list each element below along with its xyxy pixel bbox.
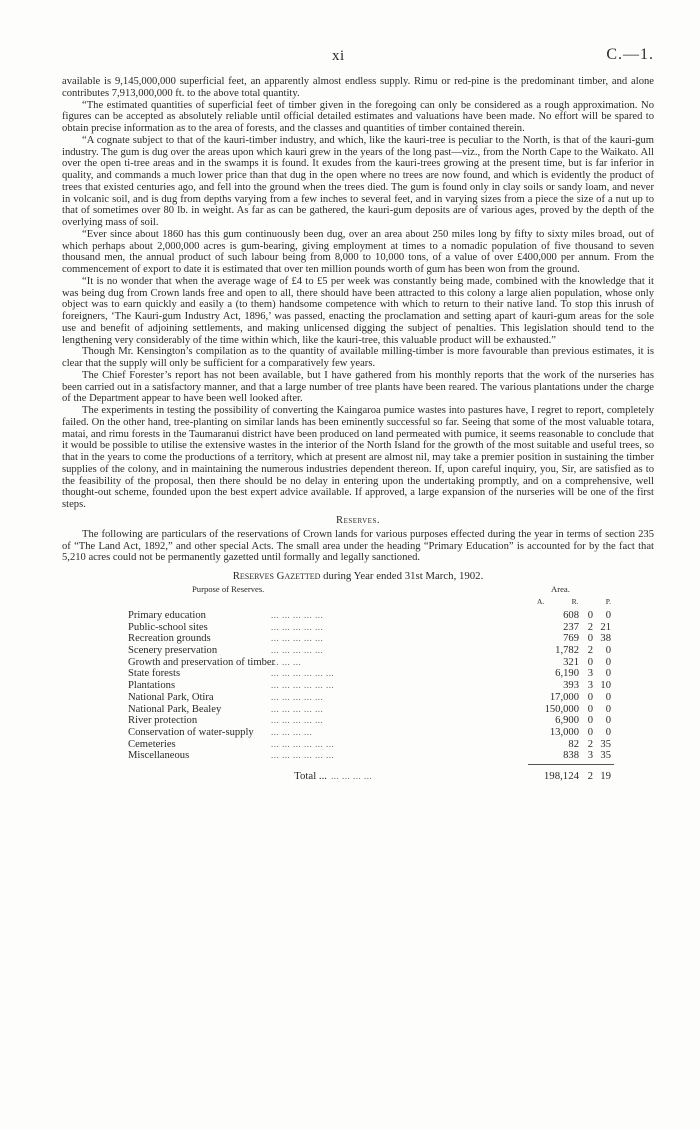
area-roods: 0 [587, 691, 593, 703]
total-rule [528, 764, 614, 765]
purpose-column-header: Purpose of Reserves. [192, 584, 265, 594]
total-label: Total ... [294, 769, 327, 782]
dot-leaders: ... ... ... ... ... [271, 610, 324, 620]
dot-leaders: ... ... ... ... ... ... [271, 738, 335, 749]
reserve-purpose: Conservation of water-supply [128, 726, 254, 738]
reserve-purpose: Public-school sites [128, 621, 208, 633]
area-perches: 0 [605, 726, 611, 738]
table-row [128, 692, 654, 704]
table-row [128, 715, 654, 727]
table-row [128, 610, 654, 622]
area-acres: 321 [563, 656, 579, 668]
area-acres: 17,000 [549, 691, 579, 703]
total-leaders: ... ... ... ... [331, 770, 373, 781]
area-roods: 2 [587, 738, 593, 750]
paragraph-chief-forester: The Chief Forester’s report has not been available, but I have gathered from his monthly reports that the work of the nurseries has been carried out in a satisfactory manner, and that a large number of tree plants have been reared. The various plantations under the charge of the Department appear to have been well looked after. [62, 369, 654, 405]
table-row [128, 704, 654, 716]
table-title-caps: Reserves Gazetted [232, 570, 321, 582]
table-row [128, 668, 654, 680]
reserve-purpose: River protection [128, 715, 198, 727]
area-roods: 3 [587, 680, 593, 692]
area-perches: 21 [600, 621, 611, 633]
dot-leaders: ... ... ... ... ... ... [271, 668, 335, 679]
area-roods: 0 [587, 726, 593, 738]
area-roods: 2 [587, 621, 593, 633]
area-roods: 0 [587, 610, 593, 621]
area-column-header: Area. [551, 584, 570, 594]
total-perches: 19 [600, 769, 611, 782]
paragraph-timber-supply: available is 9,145,000,000 superficial feet, an apparently almost endless supply. Rimu or red-pine is the predominant timber, and alone contributes 7,913,000,000 ft. to the above total quantity. [62, 76, 654, 99]
paragraph-gum-act: “It is no wonder that when the average wage of £4 to £5 per week was constantly being made, combined with the knowledge that it was being dug from Crown lands free and open to all, there should have been attracted to this colony a large alien population, whose only object was to earn quickly and easily a (to them) handsome competence with which to return to their native land. To stop this inrush of foreigners, ‘The Kauri-gum Industry Act, 1896,’ was passed, enacting the proclamation and setting apart of kauri-gum areas for the sole use and benefit of adjoining settlements, and making unlicensed digging the subject of penalties. This legislation should tend to the lengthening very considerably of the time within which, like the kauri-tree, this valuable product will be exhausted.” [62, 275, 654, 346]
dot-leaders: ... ... ... ... ... [271, 645, 324, 656]
area-acres: 237 [563, 621, 579, 633]
reserve-purpose: Cemeteries [128, 738, 176, 750]
dot-leaders: ... ... ... ... ... ... [271, 750, 335, 761]
dot-leaders: ... ... ... [271, 656, 302, 667]
area-perches: 38 [600, 633, 611, 645]
table-title-rest: during Year ended 31st March, 1902. [320, 570, 484, 582]
dot-leaders: ... ... ... ... ... [271, 715, 324, 726]
table-row [128, 680, 654, 692]
table-row [128, 657, 654, 669]
area-roods: 3 [587, 750, 593, 762]
reserve-purpose: Plantations [128, 680, 176, 692]
paragraph-reserves: The following are particulars of the reservations of Crown lands for various purposes effected during the year in terms of section 235 of “The Land Act, 1892,” and other special Acts. The small area under the heading “Primary Education” is accounted for by the fact that 5,210 acres could not be permanently gazetted until formally and legally sanctioned. [62, 528, 654, 564]
area-roods: 3 [587, 668, 593, 680]
area-perches: 35 [600, 750, 611, 762]
area-acres: 150,000 [544, 703, 579, 715]
document-page [62, 48, 654, 784]
area-roods: 2 [587, 645, 593, 657]
area-perches: 0 [605, 668, 611, 680]
area-acres: 1,782 [555, 645, 579, 657]
area-roods: 0 [587, 656, 593, 668]
total-row [128, 767, 654, 784]
dot-leaders: ... ... ... ... ... [271, 633, 324, 644]
roods-unit-header: R. [571, 597, 579, 606]
table-row [128, 633, 654, 645]
table-row [128, 727, 654, 739]
area-roods: 0 [587, 715, 593, 727]
reserves-table-body [128, 610, 654, 762]
paragraph-gum-digging: “Ever since about 1860 has this gum continuously been dug, over an area about 250 miles long by fifty to sixty miles broad, out of which perhaps about 2,000,000 acres is gum-bearing, giving employment at times to a nomadic population of five thousand to seven thousand men, the annual product of such labour being from 8,000 to 10,000 tons, of a value of over £400,000 per annum. From the commencement of export to date it is estimated that over ten million pounds worth of gum has been won from the ground. [62, 228, 654, 275]
total-roods: 2 [587, 769, 593, 782]
area-acres: 769 [563, 633, 579, 645]
reserve-purpose: Miscellaneous [128, 750, 190, 762]
paragraph-milling-timber: Though Mr. Kensington’s compilation as to the quantity of available milling-timber is more favourable than previous estimates, it is clear that the supply will only be sufficient for a comparatively few years. [62, 346, 654, 369]
area-perches: 0 [605, 691, 611, 703]
dot-leaders: ... ... ... ... ... [271, 621, 324, 632]
area-perches: 0 [605, 610, 611, 621]
dot-leaders: ... ... ... ... ... [271, 691, 324, 702]
reserve-purpose: Recreation grounds [128, 633, 211, 645]
area-roods: 0 [587, 703, 593, 715]
total-acres: 198,124 [543, 769, 579, 782]
area-acres: 13,000 [549, 726, 579, 738]
paragraph-estimates: “The estimated quantities of superficial feet of timber given in the foregoing can only be considered as a rough approximation. No figures can be accepted as absolutely reliable until official detailed estimates and valuations have been made. No effort will be spared to obtain precise information as to the area of forests, and the classes and quantities of timber contained therein. [62, 99, 654, 134]
area-roods: 0 [587, 633, 593, 645]
area-perches: 10 [600, 680, 611, 692]
unit-headers [537, 597, 611, 606]
reserves-heading: Reserves. [336, 514, 380, 526]
area-acres: 838 [563, 750, 579, 762]
table-row [128, 739, 654, 751]
area-perches: 0 [605, 656, 611, 668]
area-acres: 6,190 [555, 668, 579, 680]
reserve-purpose: State forests [128, 668, 181, 680]
dot-leaders: ... ... ... ... ... ... [271, 680, 335, 691]
reserve-purpose: Scenery preservation [128, 645, 218, 657]
reserve-purpose: Primary education [128, 610, 206, 621]
table-row [128, 645, 654, 657]
area-acres: 6,900 [555, 715, 579, 727]
reserves-table-title [62, 570, 654, 582]
area-perches: 0 [605, 645, 611, 657]
area-perches: 0 [605, 715, 611, 727]
reserves-table-header [62, 584, 654, 610]
reserve-purpose: Growth and preservation of timber [128, 656, 276, 668]
paragraph-kauri-gum: “A cognate subject to that of the kauri-timber industry, and which, like the kauri-tree is peculiar to the North, is that of the kauri-gum industry. The gum is dug over the areas upon which kauri grew in the years of the long past—viz., from the North Cape to the Waikato. All over the open ti-tree areas and in the swamps it is found. It exudes from the kauri-trees growing at the present time, but is far inferior in quality, and commands a much lower price than that dug in the open where no trees are now found, and which is evidently the product of trees that existed centuries ago, and fell into the ground when the trees died. The gum is found only in clay soils or sandy loam, and never in volcanic soil, and is dug from depths varying from a few inches to several feet, and in varying sizes from a piece the size of a nut up to that of sometimes over 80 lb. in weight. As far as can be gathered, the kauri-gum deposits are of various ages, proved by the depth of the overlying mass of soil. [62, 134, 654, 228]
acres-unit-header: A. [537, 597, 545, 606]
reserve-purpose: National Park, Bealey [128, 703, 222, 715]
area-acres: 82 [568, 738, 579, 750]
paragraph-pumice-experiments: The experiments in testing the possibility of converting the Kaingaroa pumice wastes into pastures have, I regret to report, completely failed. On the other hand, tree-planting on similar lands has been eminently successful so far. Seeing that some of the most valuable totara, matai, and rimu forests in the Taumaranui district have been produced on land permeated with pumice, it seems reasonable to conclude that it would be possible to utilise the extensive wastes in the interior of the North Island for the growth of the most suitable and useful trees, so that in the years to come the productions of a territory, which at present are almost nil, may take a premier position in sustaining the timber supplies of the colony, and in maintaining the numerous industries dependent thereon. If, upon careful inquiry, you, Sir, are satisfied as to the feasibility of the proposal, then there should be no delay in entering upon the undertaking promptly, and on a comprehensive, well thought-out scheme, founded upon the best expert advice available. If approved, a large expansion of the nurseries will be one of the first steps. [62, 405, 654, 510]
dot-leaders: ... ... ... ... ... [271, 703, 324, 714]
page-header [62, 48, 654, 76]
table-row [128, 622, 654, 634]
area-acres: 393 [563, 680, 579, 692]
table-row [128, 750, 654, 762]
reserve-purpose: National Park, Otira [128, 691, 214, 703]
area-perches: 0 [605, 703, 611, 715]
area-acres: 608 [563, 610, 579, 621]
dot-leaders: ... ... ... ... [271, 726, 313, 737]
document-reference: C.—1. [606, 46, 654, 63]
area-perches: 35 [600, 738, 611, 750]
page-number: xi [332, 48, 345, 64]
perches-unit-header: P. [605, 597, 611, 606]
